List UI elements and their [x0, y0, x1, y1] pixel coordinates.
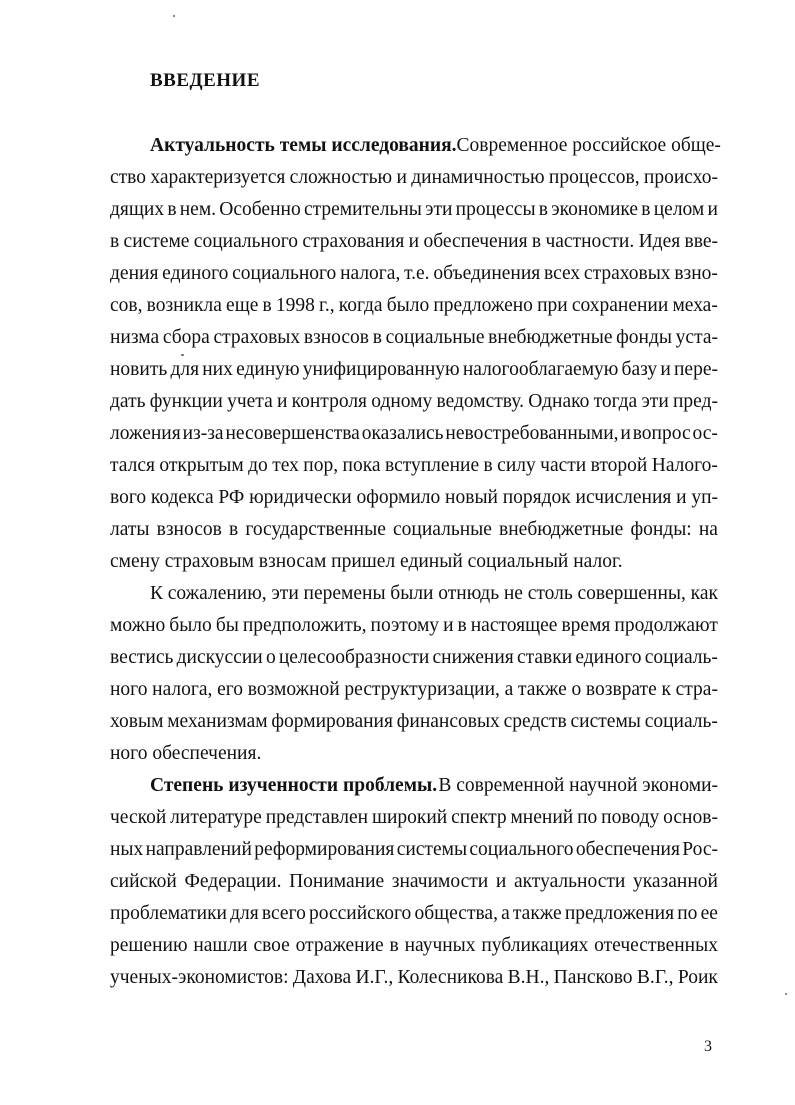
word: уста-	[675, 327, 718, 348]
word: средств	[503, 711, 567, 732]
word: единую	[236, 359, 300, 380]
word: и	[620, 423, 631, 444]
word: время	[561, 615, 611, 636]
word: общества,	[414, 903, 498, 924]
word: процессы	[455, 199, 536, 220]
word: возникла	[146, 295, 222, 316]
word: при	[537, 295, 568, 316]
word: бы	[215, 615, 239, 636]
word: эти	[271, 583, 299, 604]
word: а	[504, 679, 514, 700]
word: в	[167, 199, 177, 220]
word: ученых-экономистов:	[110, 967, 289, 988]
word: в	[538, 199, 549, 220]
word: дать	[110, 391, 146, 412]
paragraph-line	[110, 646, 718, 670]
word: проблематики	[110, 903, 227, 924]
word: К	[150, 583, 164, 604]
word: нашли	[193, 935, 248, 956]
word: по	[677, 903, 698, 924]
word: совершенны,	[577, 583, 686, 604]
word: столь	[527, 583, 573, 604]
word: в	[531, 231, 542, 252]
word: сийской	[110, 871, 177, 892]
word: и	[676, 487, 687, 508]
word: предложено	[433, 295, 533, 316]
word: из-за	[182, 423, 224, 444]
word: в	[228, 519, 239, 540]
word: спектр	[451, 807, 507, 828]
word: свое	[253, 935, 290, 956]
word: реформирования	[254, 839, 395, 860]
paragraph-line	[150, 582, 718, 606]
line-text: Современное российское обще-	[456, 135, 721, 156]
word: еще	[226, 295, 259, 316]
word: страховых	[213, 327, 301, 348]
word: в	[483, 455, 493, 476]
word: процессов,	[548, 167, 640, 188]
word: Рос-	[682, 839, 718, 860]
word: В.Н.,	[507, 967, 550, 988]
word: поэтому	[370, 615, 440, 636]
word: перемены	[303, 583, 386, 604]
word: Понимание	[289, 871, 385, 892]
word: до	[248, 455, 268, 476]
word: предложения	[564, 903, 675, 924]
word: 1998	[275, 295, 315, 316]
word: вве-	[684, 231, 718, 252]
word: уп-	[691, 487, 718, 508]
word: фонды	[616, 327, 672, 348]
word: когда	[338, 295, 383, 316]
word: снижения	[432, 647, 514, 668]
word: оказались	[361, 423, 444, 444]
word: всего	[261, 903, 306, 924]
word: частности.	[545, 231, 635, 252]
paragraph-line	[150, 774, 718, 798]
word: ее	[700, 903, 718, 924]
word: как	[690, 583, 718, 604]
word: настоящее	[470, 615, 558, 636]
word: отражение	[295, 935, 384, 956]
word: одному	[371, 391, 433, 412]
word: возврате	[585, 679, 657, 700]
paragraph-line	[150, 134, 721, 158]
scan-speck	[181, 354, 184, 356]
word: учета	[227, 391, 273, 412]
paragraph-line	[110, 390, 718, 414]
paragraph-line	[110, 230, 718, 254]
word: сожалению,	[167, 583, 267, 604]
paragraph-line	[110, 262, 718, 286]
word: его	[217, 679, 244, 700]
word: возможной	[247, 679, 340, 700]
word: социаль-	[644, 711, 718, 732]
paragraph-line	[110, 806, 718, 830]
scan-speck	[785, 993, 787, 995]
word: несовершенства	[225, 423, 360, 444]
word: значимости	[391, 871, 489, 892]
word: были	[390, 583, 434, 604]
word: внебюджетные	[488, 327, 613, 348]
word: и	[443, 615, 454, 636]
word: юридически	[249, 487, 352, 508]
word: сохранении	[571, 295, 669, 316]
word: характеризуется	[150, 167, 286, 188]
word: в	[641, 199, 651, 220]
word: реструктуризации,	[344, 679, 500, 700]
word: В.Г.,	[636, 967, 674, 988]
word: страховых	[583, 263, 671, 284]
word: на	[698, 519, 718, 540]
word: ставки	[516, 647, 573, 668]
word: дения	[110, 263, 159, 284]
word: обеспечения	[423, 231, 528, 252]
word: системе	[123, 231, 190, 252]
word: тогда	[593, 391, 638, 412]
word: и	[495, 871, 507, 892]
word: открытым	[159, 455, 244, 476]
word: указанной	[632, 871, 718, 892]
word: ховым	[110, 711, 164, 732]
word: направлений	[145, 839, 252, 860]
word: фонды:	[630, 519, 692, 540]
word: оформило	[356, 487, 441, 508]
word: взно-	[674, 263, 718, 284]
word: вого	[110, 487, 147, 508]
word: актуальности	[513, 871, 626, 892]
word: ческой	[110, 807, 167, 828]
word: т.е.	[404, 263, 430, 284]
paragraph-line	[110, 934, 718, 958]
word: социальные	[385, 327, 485, 348]
word: для	[170, 359, 200, 380]
word: формирования	[271, 711, 393, 732]
word: в	[110, 231, 120, 252]
word: динамичностью	[411, 167, 545, 188]
word: порядок	[502, 487, 571, 508]
word: Налого-	[651, 455, 718, 476]
word: ос-	[692, 423, 718, 444]
word: целесообразности	[278, 647, 430, 668]
word: в	[457, 615, 467, 636]
word: силу	[497, 455, 536, 476]
word: обеспечения	[575, 839, 680, 860]
word: о	[265, 647, 276, 668]
word: было	[386, 295, 430, 316]
word: внебюджетные	[499, 519, 624, 540]
paragraph-line	[110, 710, 718, 734]
paragraph-line	[110, 838, 718, 862]
word: не	[503, 583, 523, 604]
word: социального	[232, 263, 337, 284]
word: социального	[193, 231, 298, 252]
paragraph-line	[110, 454, 718, 478]
word: механизмам	[167, 711, 268, 732]
word: также	[512, 903, 562, 924]
word: дящих	[110, 199, 165, 220]
word: кодекса	[150, 487, 214, 508]
word: широкий	[371, 807, 448, 828]
word: мнений	[510, 807, 574, 828]
word: по	[577, 807, 598, 828]
word: стремительны	[303, 199, 422, 220]
page-number: 3	[704, 1038, 712, 1055]
word: контроля	[291, 391, 368, 412]
word: тех	[272, 455, 299, 476]
paragraph-line	[110, 518, 718, 542]
word: базу	[621, 359, 658, 380]
word: финансовых	[396, 711, 500, 732]
word: вступление	[384, 455, 480, 476]
word: системы	[396, 839, 468, 860]
word: основ-	[663, 807, 718, 828]
word: пред-	[673, 391, 718, 412]
word: и	[276, 391, 288, 412]
word: Особенно	[219, 199, 301, 220]
word: Колесникова	[397, 967, 504, 988]
word: объединения	[433, 263, 541, 284]
word: Идея	[638, 231, 681, 252]
section-heading: ВВЕДЕНИЕ	[150, 70, 260, 91]
word: новить	[110, 359, 168, 380]
word: невостребованными,	[445, 423, 619, 444]
word: и	[408, 231, 420, 252]
word: части	[540, 455, 587, 476]
word: ведомству.	[436, 391, 525, 412]
paragraph-line	[110, 198, 718, 222]
word: ство	[110, 167, 147, 188]
word: к	[661, 679, 671, 700]
word: функции	[149, 391, 223, 412]
word: о	[571, 679, 582, 700]
paragraph-line	[110, 614, 718, 638]
word: в	[389, 935, 399, 956]
word: Дахова	[292, 967, 352, 988]
word: предположить,	[242, 615, 367, 636]
word: ного	[110, 679, 148, 700]
word: второй	[590, 455, 648, 476]
word: низма	[110, 327, 160, 348]
word: всех	[544, 263, 581, 284]
word: тался	[110, 455, 155, 476]
word: представлен	[265, 807, 369, 828]
word: страхования	[302, 231, 405, 252]
word: научных	[404, 935, 476, 956]
word: унифицированную	[302, 359, 460, 380]
paragraph-line	[110, 870, 718, 894]
word: стра-	[675, 679, 718, 700]
word: налогооблагаемую	[462, 359, 619, 380]
word: латы	[110, 519, 150, 540]
word: пере-	[673, 359, 718, 380]
scan-speck	[173, 15, 175, 17]
paragraph-line	[110, 902, 718, 926]
paragraph-lead: Актуальность темы исследования.	[150, 135, 457, 156]
word: меха-	[672, 295, 718, 316]
word: пор,	[303, 455, 339, 476]
word: г.,	[319, 295, 335, 316]
word: Однако	[528, 391, 590, 412]
word: сбора	[162, 327, 210, 348]
word: вестись	[110, 647, 174, 668]
paragraph-line	[110, 422, 718, 446]
word: целом	[653, 199, 705, 220]
word: отечественных	[594, 935, 718, 956]
paragraph-lead: Степень изученности проблемы.	[150, 775, 438, 796]
word: И.Г.,	[355, 967, 394, 988]
word: исчисления	[575, 487, 672, 508]
word: пока	[342, 455, 381, 476]
word: дискуссии	[176, 647, 263, 668]
paragraph-line	[110, 678, 718, 702]
word: новый	[445, 487, 498, 508]
word: нем.	[179, 199, 217, 220]
paragraph-line	[110, 294, 718, 318]
paragraph-line: ного обеспечения.	[110, 743, 262, 764]
word: российского	[308, 903, 412, 924]
line-text: В современной научной экономи-	[438, 775, 718, 796]
word: и	[396, 167, 407, 188]
paragraph-line	[110, 358, 718, 382]
word: эти	[641, 391, 669, 412]
word: поводу	[601, 807, 660, 828]
word: можно	[110, 615, 166, 636]
word: для	[230, 903, 259, 924]
paragraph-line	[110, 326, 718, 350]
word: взносов	[156, 519, 222, 540]
word: сложностью	[289, 167, 393, 188]
word: ложения	[110, 423, 181, 444]
word: Роик	[677, 967, 718, 988]
word: РФ	[218, 487, 245, 508]
word: взносов	[303, 327, 370, 348]
word: социаль-	[644, 647, 718, 668]
word: налога,	[152, 679, 213, 700]
word: налога,	[340, 263, 401, 284]
word: социального	[469, 839, 574, 860]
word: и	[660, 359, 671, 380]
paragraph-line: смену страховым взносам пришел единый социальный налог.	[110, 551, 623, 572]
word: системы	[570, 711, 641, 732]
word: и	[707, 199, 718, 220]
word: экономике	[551, 199, 639, 220]
word: единого	[162, 263, 229, 284]
word: них	[202, 359, 233, 380]
word: также	[518, 679, 567, 700]
paragraph-line	[110, 166, 718, 190]
word: Пансково	[553, 967, 633, 988]
word: происхо-	[643, 167, 718, 188]
paragraph-line	[110, 486, 718, 510]
word: эти	[425, 199, 453, 220]
word: сов,	[110, 295, 143, 316]
word: в	[262, 295, 272, 316]
word: было	[169, 615, 212, 636]
word: ных	[110, 839, 144, 860]
word: Федерации.	[184, 871, 282, 892]
word: публикациях	[481, 935, 589, 956]
word: государственные	[245, 519, 386, 540]
word: вопрос	[632, 423, 691, 444]
word: литературе	[170, 807, 262, 828]
word: отнюдь	[438, 583, 500, 604]
word: а	[501, 903, 510, 924]
word: социальные	[392, 519, 492, 540]
paragraph-line	[110, 966, 718, 990]
word: продолжают	[614, 615, 718, 636]
word: решению	[110, 935, 188, 956]
word: единого	[575, 647, 642, 668]
word: в	[372, 327, 382, 348]
